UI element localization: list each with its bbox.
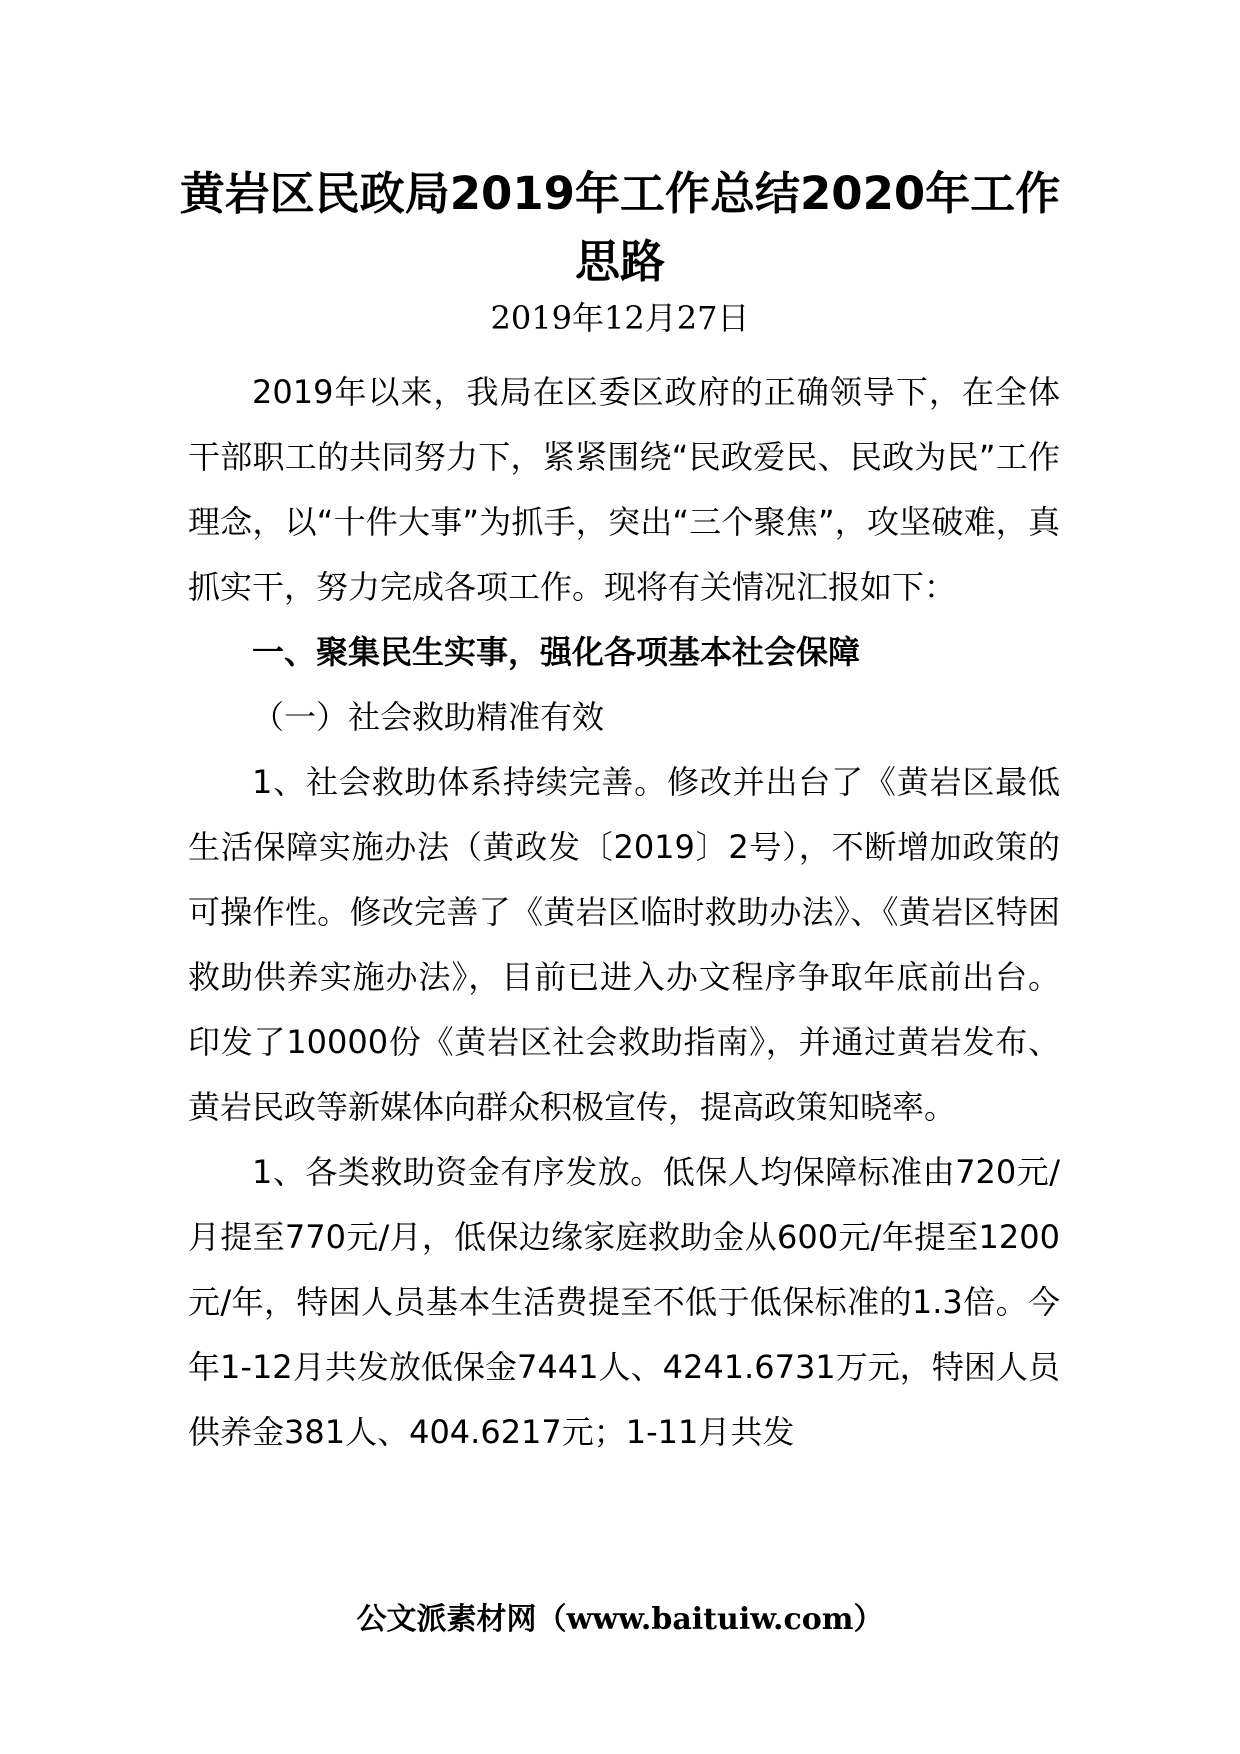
footer-watermark: 公文派素材网（www.baituiw.com） bbox=[356, 1602, 884, 1637]
intro-paragraph: 2019年以来，我局在区委区政府的正确领导下，在全体干部职工的共同努力下，紧紧围绕“民政爱民、民政为民”工作理念，以“十件大事”为抓手，突出“三个聚焦”，攻坚破难，真抓实干，努力完成各项工作。现将有关情况汇报如下： bbox=[188, 373, 1060, 606]
section-heading: 一、聚集民生实事，强化各项基本社会保障 bbox=[252, 633, 861, 671]
item-paragraph-1: 1、社会救助体系持续完善。修改并出台了《黄岩区最低生活保障实施办法（黄政发〔2019〕2号），不断增加政策的可操作性。修改完善了《黄岩区临时救助办法》、《黄岩区特困救助供养实施办法》，目前已进入办文程序争取年底前出台。印发了10000份《黄岩区社会救助指南》，并通过黄岩发布、黄岩民政等新媒体向群众积极宣传，提高政策知晓率。 bbox=[188, 763, 1060, 1126]
subsection-heading: （一）社会救助精准有效 bbox=[252, 698, 605, 736]
item-paragraph-2: 1、各类救助资金有序发放。低保人均保障标准由720元/月提至770元/月，低保边缘家庭救助金从600元/年提至1200元/年，特困人员基本生活费提至不低于低保标准的1.3倍。今年1-12月共发放低保金7441人、4241.6731万元，特困人员供养金381人、404.6217元；1-11月共发 bbox=[188, 1153, 1060, 1451]
document-body bbox=[188, 360, 1060, 1465]
document-title: 黄岩区民政局2019年工作总结2020年工作思路 bbox=[179, 167, 1061, 288]
document-date: 2019年12月27日 bbox=[490, 299, 750, 337]
